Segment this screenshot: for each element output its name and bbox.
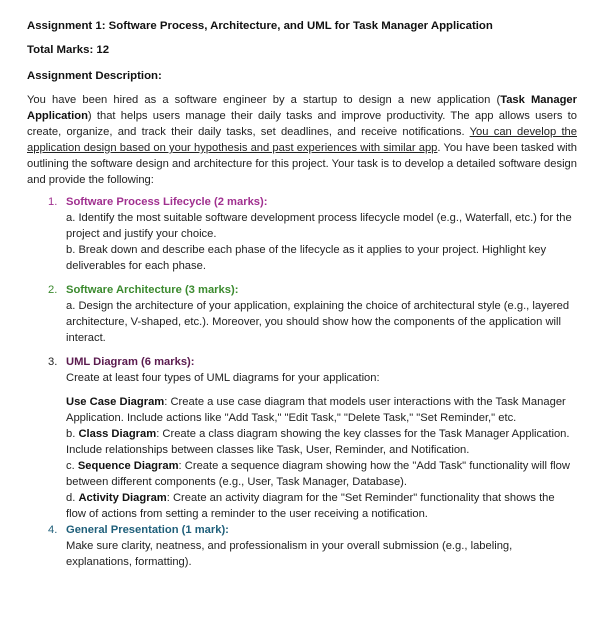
description-heading: Assignment Description: [27, 70, 162, 82]
diagram-name: Use Case Diagram [66, 396, 165, 408]
item-text: Create at least four types of UML diagrams for your application: [66, 372, 380, 384]
diagram-text: : Create a class diagram showing the key classes for the Task Manager Application. Include relationships between classes like Task, User, Reminder, and Notification. [66, 428, 570, 456]
total-marks: Total Marks: 12 [27, 44, 110, 56]
diagram-prefix: b. [66, 428, 79, 440]
diagram-name: Activity Diagram [78, 492, 167, 504]
item-number: 1. [48, 196, 58, 208]
task-list [27, 194, 577, 570]
item-text: a. Identify the most suitable software development process lifecycle model (e.g., Waterfall, etc.) for the project and justify your choice. [66, 212, 572, 240]
assignment-title: Assignment 1: Software Process, Architecture, and UML for Task Manager Application [27, 20, 493, 32]
description-paragraph [27, 92, 577, 188]
diagram-sequence [66, 458, 577, 490]
diagram-prefix: c. [66, 460, 78, 472]
underlined-note: You can develop the application design based on your hypothesis and past experiences with similar app [27, 126, 577, 154]
item-text: Make sure clarity, neatness, and professionalism in your overall submission (e.g., labeling, explanations, formatting). [66, 540, 513, 568]
diagram-class [66, 426, 577, 458]
task-item-presentation [27, 522, 577, 570]
diagram-prefix: d. [66, 492, 79, 504]
task-item-architecture [27, 282, 577, 346]
task-item-process-lifecycle [27, 194, 577, 274]
item-number: 4. [48, 524, 58, 536]
item-title: UML Diagram (6 marks): [66, 356, 195, 368]
item-number: 3. [48, 356, 58, 368]
diagram-text: : Create a sequence diagram showing how the "Add Task" functionality will flow between different components (e.g., User, Task Manager, Database). [66, 460, 570, 488]
description-text: You have been hired as a software engineer by a startup to design a new application ( [27, 94, 501, 106]
diagram-activity [66, 490, 577, 522]
diagram-use-case [66, 394, 577, 426]
diagram-text: : Create a use case diagram that models user interactions with the Task Manager Application. Include actions like "Add Task," "Edit Task," "Delete Task," "Set Reminder," etc. [66, 396, 566, 424]
item-text: b. Break down and describe each phase of the lifecycle as it applies to your project. Highlight key deliverables for each phase. [66, 244, 547, 272]
item-title: General Presentation (1 mark): [66, 524, 229, 536]
task-item-uml [27, 354, 577, 522]
item-number: 2. [48, 284, 58, 296]
description-text: ) that helps users manage their daily tasks and improve productivity. The app allows users to create, organize, and track their daily tasks, set deadlines, and receive notifications. [27, 110, 577, 138]
diagram-text: : Create an activity diagram for the "Set Reminder" functionality that shows the flow of actions from setting a reminder to the user receiving a notification. [66, 492, 555, 520]
diagram-name: Sequence Diagram [77, 460, 179, 472]
diagram-name: Class Diagram [78, 428, 157, 440]
description-text: . You have been tasked with outlining the software design and architecture for this project. Your task is to develop a detailed software design and provide the following: [27, 142, 577, 186]
app-name: Task Manager Application [27, 94, 577, 122]
item-title: Software Process Lifecycle (2 marks): [66, 196, 268, 208]
item-text: a. Design the architecture of your application, explaining the choice of architectural style (e.g., layered architecture, V-shaped, etc.). Moreover, you should show how the components of the application will interact. [66, 300, 570, 344]
item-title: Software Architecture (3 marks): [66, 284, 239, 296]
